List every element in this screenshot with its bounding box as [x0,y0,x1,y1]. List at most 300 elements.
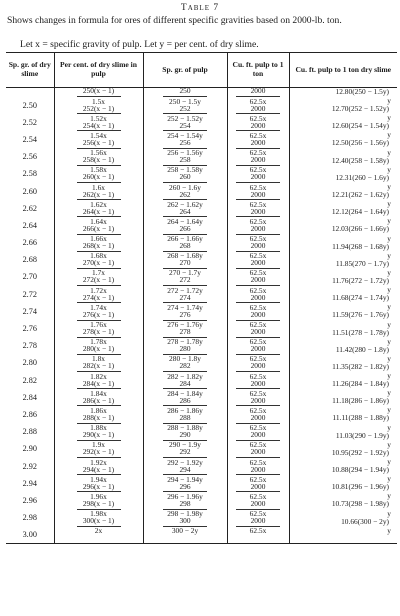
table-title: Table 7 [180,3,220,13]
sg-value: 2.52 [22,117,37,127]
cuft-dry-formula-denominator: y [387,182,391,192]
sg-value: 2.96 [22,495,37,505]
percent-column [54,88,143,544]
pulp-sg-formula-numerator: 278 [163,328,207,338]
cuft-dry-formula [290,122,398,139]
percent-formula-numerator: 270(x − 1) [77,259,121,269]
pulp-sg-formula-numerator: 258 [163,156,207,166]
percent-formula-denominator: 1.96x [90,491,107,501]
pulp-sg-formula-denominator: 282 − 1.82y [167,371,203,381]
sg-value: 2.78 [22,341,37,351]
percent-formula-numerator: 272(x − 1) [77,276,121,286]
percent-formula-numerator: 258(x − 1) [77,156,121,166]
pulp-sg-formula [144,208,227,225]
percent-formula-numerator: 278(x − 1) [77,328,121,338]
cuft-formula-denominator: 62.5x [249,216,267,226]
cuft-dry-column [289,88,397,544]
pulp-sg-formula-numerator: 300 [163,517,207,527]
sg-value: 2.56 [22,152,37,162]
cuft-formula-numerator: 2000 [236,311,280,321]
pulp-sg-formula-denominator: 268 − 1.68y [167,251,203,261]
percent-formula [55,449,143,466]
sg-value: 2.76 [22,324,37,334]
percent-formula [55,122,143,139]
cuft-formula [228,208,289,225]
pulp-sg-formula-numerator: 266 [163,225,207,235]
cuft-dry-formula-denominator: y [387,319,391,329]
pulp-sg-formula [144,105,227,122]
percent-formula-numerator: 290(x − 1) [77,431,121,441]
cuft-dry-formula-numerator: 11.03(290 − 1.9y) [335,430,389,440]
pulp-sg-formula [144,191,227,208]
cuft-formula-numerator: 2000 [236,448,280,458]
pulp-sg-formula-denominator: 260 − 1.6y [169,182,201,192]
pulp-sg-formula-denominator: 296 − 1.96y [167,491,203,501]
percent-formula-denominator: 1.78x [90,337,107,347]
pulp-sg-formula-denominator: 266 − 1.66y [167,234,203,244]
percent-formula-numerator: 284(x − 1) [77,380,121,390]
cuft-formula-numerator: 2000 [236,259,280,269]
pulp-sg-formula-denominator: 264 − 1.64y [167,216,203,226]
cuft-formula-numerator: 2000 [236,208,280,218]
cuft-formula-denominator: 62.5x [249,474,267,484]
pulp-sg-formula-numerator: 252 [163,105,207,115]
table-description: Shows changes in formula for ores of different specific gravities based on 2000-lb. ton. [7,15,342,26]
cuft-formula-numerator: 2000 [236,483,280,493]
pulp-sg-formula-numerator: 284 [163,380,207,390]
cuft-dry-formula-denominator: y [387,422,391,432]
cuft-dry-formula-numerator: 10.66(300 − 2y) [341,516,389,526]
pulp-sg-formula [144,122,227,139]
pulp-sg-formula-numerator: 296 [163,483,207,493]
cuft-dry-formula-numerator: 11.42(280 − 1.8y) [335,344,389,354]
cuft-dry-formula [290,449,398,466]
sg-value: 2.60 [22,186,37,196]
cuft-dry-formula-denominator: y [387,353,391,363]
pulp-sg-formula [144,294,227,311]
pulp-sg-formula-denominator: 262 − 1.62y [167,199,203,209]
pulp-sg-formula [144,380,227,397]
pulp-sg-formula [144,449,227,466]
pulp-sg-formula-numerator: 280 [163,345,207,355]
pulp-sg-formula-denominator: 294 − 1.94y [167,474,203,484]
percent-formula [55,294,143,311]
cuft-dry-formula-denominator: y [387,216,391,226]
pulp-sg-formula [144,88,227,105]
cuft-dry-formula-denominator: y [387,233,391,243]
cuft-dry-formula-denominator: y [387,285,391,295]
cuft-dry-formula-numerator: 11.94(268 − 1.68y) [332,241,389,251]
pulp-sg-formula-numerator: 256 [163,139,207,149]
cuft-dry-formula-numerator: 10.81(296 − 1.96y) [331,482,389,492]
cuft-formula-numerator: 2000 [236,242,280,252]
cuft-dry-formula-denominator: y [387,457,391,467]
cuft-dry-formula [290,363,398,380]
sg-value: 2.90 [22,444,37,454]
pulp-sg-formula-numerator: 292 [163,448,207,458]
percent-formula-denominator: 2x [94,526,103,536]
cuft-formula-denominator: 62.5x [249,182,267,192]
percent-formula [55,380,143,397]
cuft-formula-numerator: 2000 [236,139,280,149]
sg-value: 2.86 [22,409,37,419]
percent-formula-numerator: 282(x − 1) [77,362,121,372]
percent-formula-numerator: 262(x − 1) [77,191,121,201]
percent-formula-denominator: 1.66x [90,234,107,244]
cuft-formula-denominator: 62.5x [249,509,267,519]
percent-formula-denominator: 1.64x [90,216,107,226]
cuft-formula-numerator: 2000 [236,380,280,390]
cuft-formula-numerator: 2000 [236,191,280,201]
cuft-dry-formula [290,501,398,518]
pulp-sg-formula-denominator: 270 − 1.7y [169,268,201,278]
cuft-dry-formula-denominator: y [387,508,391,518]
cuft-dry-formula-denominator: y [387,130,391,140]
sg-value: 2.68 [22,255,37,265]
cuft-dry-formula-numerator: 11.18(286 − 1.86y) [332,396,389,406]
cuft-formula-numerator: 2000 [236,362,280,372]
pulp-sg-formula-denominator: 254 − 1.54y [167,130,203,140]
cuft-formula [228,397,289,414]
percent-formula-numerator: 294(x − 1) [77,466,121,476]
cuft-dry-formula [290,174,398,191]
pulp-sg-formula-denominator: 280 − 1.8y [169,354,201,364]
cuft-dry-formula-denominator: y [387,336,391,346]
percent-formula-numerator: 300(x − 1) [77,517,121,527]
cuft-dry-formula [290,380,398,397]
header-cuft-per-ton: Cu. ft. pulp to 1 ton [227,53,289,88]
pulp-sg-column [143,88,227,544]
pulp-sg-formula [144,174,227,191]
pulp-sg-formula-numerator: 270 [163,259,207,269]
cuft-formula-numerator: 2000 [236,87,280,97]
cuft-formula-denominator: 62.5x [249,423,267,433]
percent-formula [55,88,143,105]
header-cuft-per-ton-dry-slime: Cu. ft. pulp to 1 ton dry slime [289,53,397,88]
sg-value: 2.94 [22,478,37,488]
pulp-sg-formula [144,397,227,414]
cuft-dry-formula-numerator: 12.80(250 − 1.5y) [335,86,389,96]
cuft-formula-denominator: 62.5x [249,113,267,123]
cuft-dry-formula-numerator: 12.40(258 − 1.58y) [331,155,389,165]
percent-formula [55,191,143,208]
percent-formula-numerator: 276(x − 1) [77,311,121,321]
percent-formula-denominator: 1.74x [90,302,107,312]
cuft-dry-formula-denominator: y [387,388,391,398]
percent-formula-denominator: 1.84x [90,388,107,398]
cuft-formula [228,294,289,311]
pulp-sg-formula-numerator: 262 [163,191,207,201]
percent-formula-denominator: 1.5x [92,96,105,106]
percent-formula-denominator: 1.7x [92,268,105,278]
cuft-formula [228,122,289,139]
cuft-dry-formula-denominator: y [387,371,391,381]
cuft-formula-numerator: 2000 [236,328,280,338]
percent-formula-denominator: 1.76x [90,320,107,330]
pulp-sg-formula-numerator: 260 [163,173,207,183]
pulp-sg-formula-numerator: 294 [163,466,207,476]
percent-formula-numerator: 252(x − 1) [77,105,121,115]
table-header-row [6,53,397,88]
header-sg-dry-slime: Sp. gr. of dry slime [6,53,54,88]
sg-value: 2.74 [22,306,37,316]
cuft-formula-numerator: 2000 [236,156,280,166]
percent-formula-denominator: 1.82x [90,371,107,381]
sg-value: 2.84 [22,392,37,402]
cuft-dry-formula [290,415,398,432]
percent-formula-numerator: 286(x − 1) [77,397,121,407]
percent-formula-denominator: 1.52x [90,113,107,123]
percent-formula-numerator: 292(x − 1) [77,448,121,458]
pulp-sg-formula-denominator: 284 − 1.84y [167,388,203,398]
percent-formula-denominator: 1.58x [90,165,107,175]
formula-table [6,52,397,544]
cuft-dry-formula-numerator: 12.70(252 − 1.52y) [331,104,389,114]
pulp-sg-formula-numerator: 274 [163,294,207,304]
pulp-sg-formula-numerator: 288 [163,414,207,424]
cuft-dry-formula-denominator: y [387,405,391,415]
cuft-dry-formula [290,518,398,535]
cuft-formula-numerator: 2000 [236,122,280,132]
percent-formula-numerator: 280(x − 1) [77,345,121,355]
sg-value: 2.82 [22,375,37,385]
percent-formula-denominator: 1.8x [92,354,105,364]
cuft-formula-numerator: 2000 [236,225,280,235]
pulp-sg-formula-numerator: 268 [163,242,207,252]
cuft-formula-denominator: 62.5x [249,526,267,536]
sg-value: 2.72 [22,289,37,299]
cuft-formula-denominator: 62.5x [249,491,267,501]
cuft-dry-formula [290,277,398,294]
percent-formula [55,397,143,414]
cuft-dry-formula-denominator: y [387,302,391,312]
header-sg-pulp: Sp. gr. of pulp [143,53,227,88]
cuft-formula-denominator: 62.5x [249,354,267,364]
percent-formula-numerator: 274(x − 1) [77,294,121,304]
percent-formula-numerator: 260(x − 1) [77,173,121,183]
cuft-formula-denominator: 62.5x [249,457,267,467]
cuft-dry-formula-numerator: 12.12(264 − 1.64y) [331,207,389,217]
percent-formula-denominator: 1.68x [90,251,107,261]
cuft-formula-numerator: 2000 [236,500,280,510]
cuft-dry-formula-numerator: 10.95(292 − 1.92y) [331,447,389,457]
pulp-sg-formula-denominator: 290 − 1.9y [169,440,201,450]
cuft-formula-denominator: 62.5x [249,320,267,330]
cuft-dry-formula-denominator: y [387,525,391,535]
cuft-formula-numerator: 2000 [236,276,280,286]
cuft-formula [228,363,289,380]
percent-formula [55,466,143,483]
cuft-dry-formula-numerator: 11.35(282 − 1.82y) [332,361,389,371]
cuft-dry-formula-numerator: 10.73(298 − 1.98y) [331,499,389,509]
pulp-sg-formula-denominator: 298 − 1.98y [167,509,203,519]
cuft-dry-formula [290,346,398,363]
sg-value: 2.92 [22,461,37,471]
cuft-column [227,88,289,544]
percent-formula-numerator: 254(x − 1) [77,122,121,132]
cuft-dry-formula [290,243,398,260]
percent-formula [55,208,143,225]
cuft-formula-numerator: 2000 [236,414,280,424]
cuft-dry-formula-numerator: 10.88(294 − 1.94y) [331,465,389,475]
pulp-sg-formula-numerator: 250 [163,87,207,97]
sg-value: 2.80 [22,358,37,368]
cuft-dry-formula [290,105,398,122]
cuft-formula-denominator: 62.5x [249,96,267,106]
cuft-dry-formula [290,260,398,277]
cuft-dry-formula-numerator: 12.50(256 − 1.56y) [331,138,389,148]
percent-formula-denominator: 1.6x [92,182,105,192]
percent-formula-numerator: 296(x − 1) [77,483,121,493]
sg-value: 2.66 [22,238,37,248]
cuft-formula-denominator: 62.5x [249,302,267,312]
cuft-formula-numerator: 2000 [236,345,280,355]
cuft-dry-formula-numerator: 12.31(260 − 1.6y) [335,172,389,182]
percent-formula-numerator: 268(x − 1) [77,242,121,252]
percent-formula-numerator: 266(x − 1) [77,225,121,235]
pulp-sg-formula-numerator: 264 [163,208,207,218]
cuft-dry-formula [290,311,398,328]
percent-formula-denominator: 1.62x [90,199,107,209]
percent-formula-denominator: 1.72x [90,285,107,295]
pulp-sg-formula-denominator: 258 − 1.58y [167,165,203,175]
cuft-dry-formula-numerator: 11.76(272 − 1.72y) [332,275,389,285]
cuft-dry-formula [290,294,398,311]
percent-formula-denominator: 1.94x [90,474,107,484]
cuft-dry-formula-denominator: y [387,164,391,174]
table-definitions: Let x = specific gravity of pulp. Let y = per cent. of dry slime. [20,39,259,50]
cuft-dry-formula-denominator: y [387,439,391,449]
cuft-dry-formula [290,329,398,346]
pulp-sg-formula [144,483,227,500]
cuft-dry-formula-denominator: y [387,491,391,501]
sg-value: 2.50 [22,100,37,110]
percent-formula-denominator: 1.54x [90,130,107,140]
pulp-sg-formula-denominator: 256 − 1.56y [167,148,203,158]
cuft-formula-denominator: 62.5x [249,251,267,261]
cuft-formula [228,88,289,105]
cuft-dry-formula [290,397,398,414]
cuft-formula-denominator: 62.5x [249,148,267,158]
cuft-formula [228,449,289,466]
cuft-formula [228,105,289,122]
cuft-formula-denominator: 62.5x [249,440,267,450]
cuft-dry-formula-denominator: y [387,147,391,157]
pulp-sg-formula-numerator: 298 [163,500,207,510]
cuft-formula-denominator: 62.5x [249,371,267,381]
sg-column [6,88,54,544]
percent-formula-denominator: 1.98x [90,509,107,519]
percent-formula-denominator: 1.56x [90,148,107,158]
cuft-dry-formula-numerator: 11.26(284 − 1.84y) [332,379,389,389]
sg-value: 3.00 [22,530,37,540]
pulp-sg-formula-numerator: 272 [163,276,207,286]
cuft-formula-denominator: 62.5x [249,268,267,278]
cuft-dry-formula [290,432,398,449]
cuft-dry-formula-numerator: 11.85(270 − 1.7y) [335,258,389,268]
pulp-sg-formula-denominator: 272 − 1.72y [167,285,203,295]
cuft-dry-formula-denominator: y [387,96,391,106]
cuft-dry-formula-denominator: y [387,267,391,277]
sg-value: 2.54 [22,134,37,144]
pulp-sg-formula [144,466,227,483]
pulp-sg-formula-numerator: 290 [163,431,207,441]
cuft-formula-denominator: 62.5x [249,405,267,415]
pulp-sg-formula-numerator: 276 [163,311,207,321]
cuft-dry-formula-denominator: y [387,199,391,209]
cuft-formula [228,174,289,191]
percent-formula-denominator: 1.86x [90,405,107,415]
sg-value: 2.88 [22,427,37,437]
percent-formula [55,277,143,294]
cuft-dry-formula [290,157,398,174]
percent-formula-numerator: 256(x − 1) [77,139,121,149]
percent-formula-numerator: 288(x − 1) [77,414,121,424]
percent-formula-denominator: 1.9x [92,440,105,450]
pulp-sg-formula-numerator: 254 [163,122,207,132]
pulp-sg-formula-denominator: 250 − 1.5y [169,96,201,106]
cuft-dry-formula [290,208,398,225]
cuft-formula [228,466,289,483]
cuft-dry-formula [290,466,398,483]
cuft-formula [228,277,289,294]
sg-value: 2.98 [22,513,37,523]
header-percent-dry-slime: Per cent. of dry slime in pulp [54,53,143,88]
pulp-sg-formula-denominator: 286 − 1.86y [167,405,203,415]
cuft-formula-numerator: 2000 [236,431,280,441]
cuft-formula-denominator: 62.5x [249,234,267,244]
pulp-sg-formula-denominator: 276 − 1.76y [167,320,203,330]
table-body-row [6,88,397,544]
cuft-dry-formula-numerator: 11.59(276 − 1.76y) [332,310,389,320]
cuft-dry-formula [290,226,398,243]
percent-formula [55,483,143,500]
percent-formula-denominator: 1.92x [90,457,107,467]
cuft-dry-formula-denominator: y [387,250,391,260]
cuft-formula-numerator: 2000 [236,466,280,476]
cuft-dry-formula-numerator: 11.51(278 − 1.78y) [332,327,389,337]
cuft-dry-formula-numerator: 12.60(254 − 1.54y) [331,121,389,131]
cuft-dry-formula-denominator: y [387,113,391,123]
cuft-dry-formula [290,191,398,208]
sg-value: 2.70 [22,272,37,282]
percent-formula [55,174,143,191]
cuft-formula-numerator: 2000 [236,105,280,115]
cuft-formula [228,483,289,500]
pulp-sg-formula-numerator: 282 [163,362,207,372]
cuft-dry-formula-denominator: y [387,474,391,484]
percent-formula [55,105,143,122]
cuft-dry-formula [290,88,398,105]
cuft-formula [228,380,289,397]
cuft-formula-denominator: 62.5x [249,285,267,295]
pulp-sg-formula [144,518,227,535]
cuft-formula-denominator: 62.5x [249,165,267,175]
sg-value: 2.64 [22,220,37,230]
percent-formula-numerator: 264(x − 1) [77,208,121,218]
cuft-dry-formula-numerator: 11.11(288 − 1.88y) [332,413,389,423]
percent-formula [55,518,143,535]
pulp-sg-formula [144,277,227,294]
cuft-formula-numerator: 2000 [236,294,280,304]
cuft-dry-formula-numerator: 11.68(274 − 1.74y) [332,293,389,303]
cuft-formula [228,518,289,535]
pulp-sg-formula-denominator: 278 − 1.78y [167,337,203,347]
pulp-sg-formula-numerator: 286 [163,397,207,407]
cuft-formula-numerator: 2000 [236,173,280,183]
percent-formula-numerator: 298(x − 1) [77,500,121,510]
cuft-dry-formula [290,140,398,157]
